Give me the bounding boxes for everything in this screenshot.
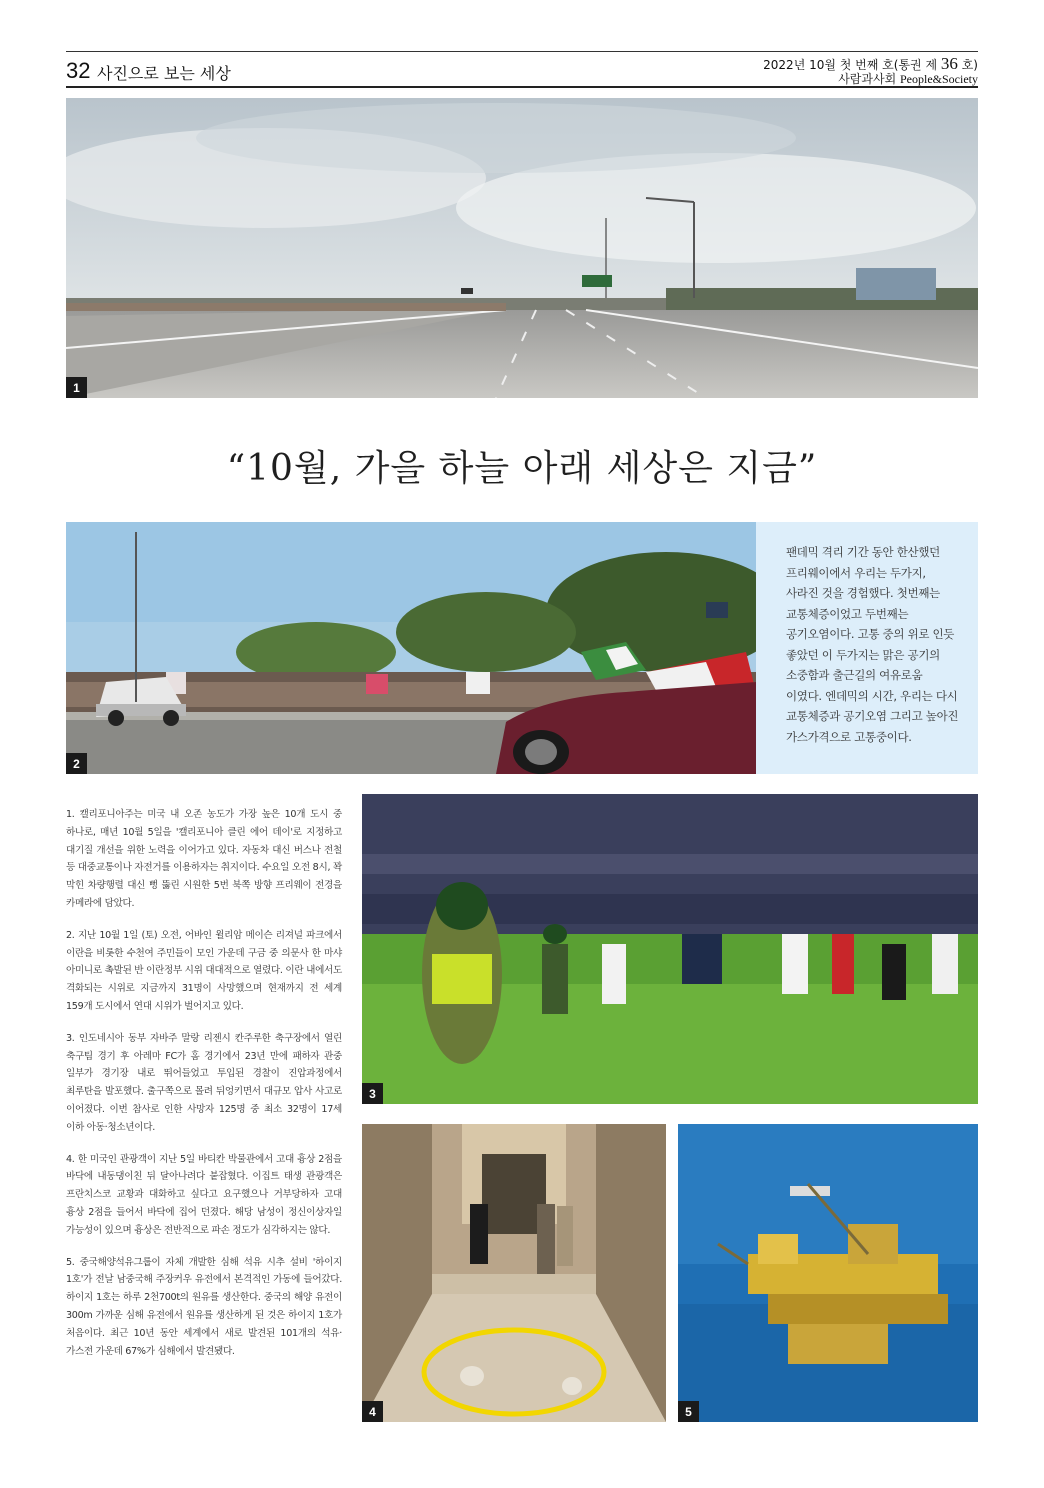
photo-captions — [66, 806, 342, 1374]
photo-number-4: 4 — [362, 1401, 383, 1422]
stadium-image — [362, 794, 978, 1104]
caption-5: 5. 중국해양석유그룹이 자체 개발한 심해 석유 시추 설비 '하이지 1호'가 전날 남중국해 주장커우 유전에서 본격적인 가동에 들어갔다. 하이지 1호는 하루 2천700t의 원유를 생산한다. 중국의 해양 유전이 300m 가까운 심해 유전에서 원유를 생산하게 된 것은 하이지 1호가 처음이다. 최근 10년 동안 세계에서 새로 발견된 101개의 석유·가스전 가운데 67%가 심해에서 발견됐다. — [66, 1256, 342, 1357]
photo-number-2: 2 — [66, 753, 87, 774]
photo-number-3: 3 — [362, 1083, 383, 1104]
photo-vatican-museum — [362, 1124, 666, 1422]
caption-1: 1. 캘리포니아주는 미국 내 오존 농도가 가장 높은 10개 도시 중 하나로, 매년 10월 5일을 '캘리포니아 클린 에어 데이'로 지정하고 대기질 개선을 위한 노력을 이어가고 있다. 자동차 대신 버스나 전철 등 대중교통이나 자전거를 이용하자는 취지이다. 수요일 오전 8시, 꽉 막힌 차량행렬 대신 뻥 뚫린 시원한 5번 북쪽 방향 프리웨이 전경을 카메라에 담았다. — [66, 809, 342, 909]
photo-number-5: 5 — [678, 1401, 699, 1422]
vatican-museum-image — [362, 1124, 666, 1422]
issue-number: 36 — [940, 54, 958, 73]
header-bottom-rule — [66, 86, 978, 88]
photo-protest — [66, 522, 756, 774]
header-top-rule — [66, 51, 978, 52]
caption-4: 4. 한 미국인 관광객이 지난 5일 바티칸 박물관에서 고대 흉상 2점을 바닥에 내동댕이친 뒤 달아나려다 붙잡혔다. 이집트 태생 관광객은 프란치스코 교황과 대화하고 싶다고 요구했으나 거부당하자 고대 흉상 2점을 들어서 바닥에 집어 던졌다. 해당 남성이 정신이상자일 가능성이 있으며 흉상은 전반적으로 파손 정도가 심각하지는 않다. — [66, 1153, 342, 1236]
caption-2: 2. 지난 10월 1일 (토) 오전, 어바인 윌리암 메이슨 리져널 파크에서 이란을 비롯한 수천여 주민들이 모인 가운데 구금 중 의문사 한 마샤 아미니로 촉발된 반 이란정부 시위 대대적으로 열렸다. 이란 내에서도 격화되는 시위로 지금까지 31명이 사망했으며 현재까지 전 세계 159개 도시에서 연대 시위가 벌어지고 있다. — [66, 929, 342, 1012]
photo-oil-platform — [678, 1124, 978, 1422]
page-number: 32 — [66, 58, 91, 83]
photo-stadium — [362, 794, 978, 1104]
headline: “10월, 가을 하늘 아래 세상은 지금” — [226, 448, 818, 489]
publication-name-ko: 사람과사회 — [838, 72, 897, 86]
issue-prefix: 2022년 10월 첫 번째 호(통권 제 — [763, 58, 938, 72]
caption-3: 3. 인도네시아 동부 자바주 말랑 리젠시 칸주루한 축구장에서 열린 축구팀 경기 후 아레마 FC가 홈 경기에서 23년 만에 패하자 관중 일부가 경기장 내로 뛰어들었고 투입된 경찰이 진압과정에서 최루탄을 발포했다. 출구쪽으로 몰려 뒤엉키면서 대규모 압사 사고로 이어졌다. 이번 참사로 인한 사망자 125명 중 최소 32명이 17세 이하 아동·청소년이다. — [66, 1032, 342, 1133]
photo-number-1: 1 — [66, 377, 87, 398]
sidebar-commentary — [756, 522, 978, 774]
oil-platform-image — [678, 1124, 978, 1422]
publication-name — [838, 70, 978, 87]
protest-image — [66, 522, 756, 774]
photo-freeway — [66, 98, 978, 398]
publication-name-en: People&Society — [900, 72, 978, 86]
issue-suffix: 호) — [961, 58, 978, 72]
sidebar-commentary-text: 팬데믹 격리 기간 동안 한산했던 프리웨이에서 우리는 두가지, 사라진 것을 경험했다. 첫번째는 교통체증이었고 두번째는 공기오염이다. 고통 중의 위로 인듯 좋았던 이 두가지는 맑은 공기의 소중함과 출근길의 여유로움 이였다. 엔데믹의 시간, 우리는 다시 교통체증과 공기오염 그리고 높아진 가스가격으로 고통중이다. — [786, 545, 959, 744]
freeway-image — [66, 98, 978, 398]
section-title: 사진으로 보는 세상 — [97, 64, 231, 83]
